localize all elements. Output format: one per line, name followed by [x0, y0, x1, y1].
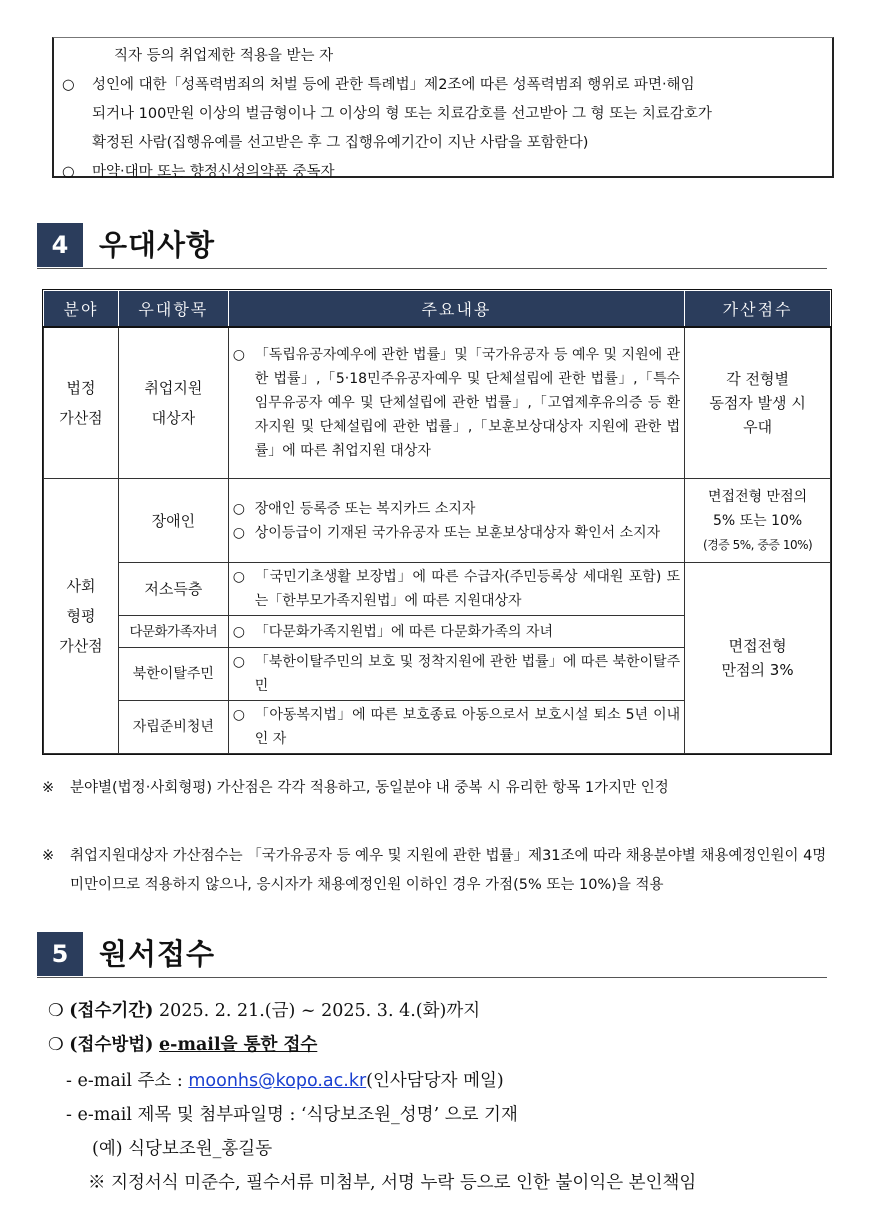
section-title: 원서접수: [99, 937, 216, 971]
application-method: ❍ (접수방법) e-mail을 통한 접수: [48, 1035, 318, 1055]
box-item-1: ○ 성인에 대한「성폭력범죄의 처벌 등에 관한 특례법」제2조에 따른 성폭력범죄 행위로 파면‧해임: [62, 71, 824, 100]
email-subject-line: - e-mail 제목 및 첨부파일명 : ‘식당보조원_성명’ 으로 기재: [66, 1105, 518, 1125]
table-row-legal: [44, 327, 831, 479]
section-4-header: [37, 223, 827, 269]
box-item-2: ○ 마약‧대마 또는 향정신성의약품 중독자: [62, 158, 824, 187]
cell-disabled-score: 면접전형 만점의 5% 또는 10% (경증 5%, 중증 10%): [685, 479, 831, 563]
section-5-header: [37, 932, 827, 978]
cell-nk-content: ○ 「북한이탈주민의 보호 및 정착지원에 관한 법률」에 따른 북한이탈주민: [228, 648, 684, 701]
section-title: 우대사항: [99, 228, 216, 262]
header-content: 주요내용: [228, 291, 684, 327]
bullet-circle: ❍: [48, 1035, 64, 1055]
cell-disabled-item: 장애인: [118, 479, 228, 563]
cell-legal-content: ○ 「독립유공자예우에 관한 법률」및「국가유공자 등 예우 및 지원에 관한 법률」,「5‧18민주유공자예우 및 단체설립에 관한 법률」,「특수임무유공자 예우 및 단체설립에 관한 법률」,「고엽제후유의증 등 환자지원 및 단체설립에 관한 법률」,「보훈보상대상자 지원에 관한 법률」에 따른 취업지원 대상자: [228, 327, 684, 479]
note-mark: ※: [42, 780, 55, 796]
note-1: ※ 분야별(법정‧사회형평) 가산점은 각각 적용하고, 동일분야 내 중복 시 유리한 항목 1가지만 인정: [42, 774, 842, 803]
header-score: 가산점수: [685, 291, 831, 327]
email-address-line: - e-mail 주소 : moonhs@kopo.ac.kr(인사담당자 메일): [66, 1071, 504, 1091]
cell-nk-item: 북한이탈주민: [118, 648, 228, 701]
section-number: 5: [37, 932, 83, 976]
cell-youth-content: ○ 「아동복지법」에 따른 보호종료 아동으로서 보호시설 퇴소 5년 이내인 자: [228, 701, 684, 754]
cell-disabled-content: ○ 장애인 등록증 또는 복지카드 소지자 ○ 상이등급이 기재된 국가유공자 또는 보훈보상대상자 확인서 소지자: [228, 479, 684, 563]
ineligibility-box: [52, 37, 834, 178]
bullet-circle: ○: [62, 164, 75, 180]
table-header-row: [44, 291, 831, 327]
cell-social-field: 사회 형평 가산점: [44, 479, 119, 754]
preference-table: [43, 290, 831, 754]
bullet-circle: ○: [62, 77, 75, 93]
cell-lowincome-content: ○ 「국민기초생활 보장법」에 따른 수급자(주민등록상 세대원 포함) 또는「한부모가족지원법」에 따른 지원대상자: [228, 563, 684, 616]
header-field: 분야: [44, 291, 119, 327]
box-line-0: 직자 등의 취업제한 적용을 받는 자: [114, 48, 334, 64]
application-period: ❍ (접수기간) 2025. 2. 21.(금) ~ 2025. 3. 4.(화)까지: [48, 1001, 481, 1021]
table-row-lowincome: [44, 563, 831, 616]
box-item-1-line-3: 확정된 사람(집행유예를 선고받은 후 그 집행유예기간이 지난 사람을 포함한다): [92, 135, 589, 151]
email-link[interactable]: moonhs@kopo.ac.kr: [188, 1071, 367, 1091]
cell-youth-item: 자립준비청년: [118, 701, 228, 754]
note-mark: ※: [42, 848, 55, 864]
box-item-1-line-2: 되거나 100만원 이상의 벌금형이나 그 이상의 형 또는 치료감호를 선고받아 그 형 또는 치료감호가: [92, 106, 712, 122]
cell-legal-item: 취업지원 대상자: [118, 327, 228, 479]
cell-multicultural-content: ○ 「다문화가족지원법」에 따른 다문화가족의 자녀: [228, 616, 684, 648]
cell-legal-field: 법정 가산점: [44, 327, 119, 479]
warning-note: ※ 지정서식 미준수, 필수서류 미첨부, 서명 누락 등으로 인한 불이익은 본인책임: [88, 1173, 697, 1193]
bullet-circle: ❍: [48, 1001, 64, 1021]
note-2: ※ 취업지원대상자 가산점수는 「국가유공자 등 예우 및 지원에 관한 법률」제31조에 따라 채용분야별 채용예정인원이 4명 미만이므로 적용하지 않으나, 응시자가 채용예정인원 이하인 경우 가점(5% 또는 10%)을 적용: [42, 842, 842, 900]
cell-lowincome-item: 저소득층: [118, 563, 228, 616]
cell-legal-score: 각 전형별 동점자 발생 시 우대: [685, 327, 831, 479]
table-row-disabled: [44, 479, 831, 563]
cell-multicultural-item: 다문화가족자녀: [118, 616, 228, 648]
header-item: 우대항목: [118, 291, 228, 327]
email-example: (예) 식당보조원_홍길동: [92, 1139, 273, 1159]
section-number: 4: [37, 223, 83, 267]
cell-social-score: 면접전형 만점의 3%: [685, 563, 831, 754]
